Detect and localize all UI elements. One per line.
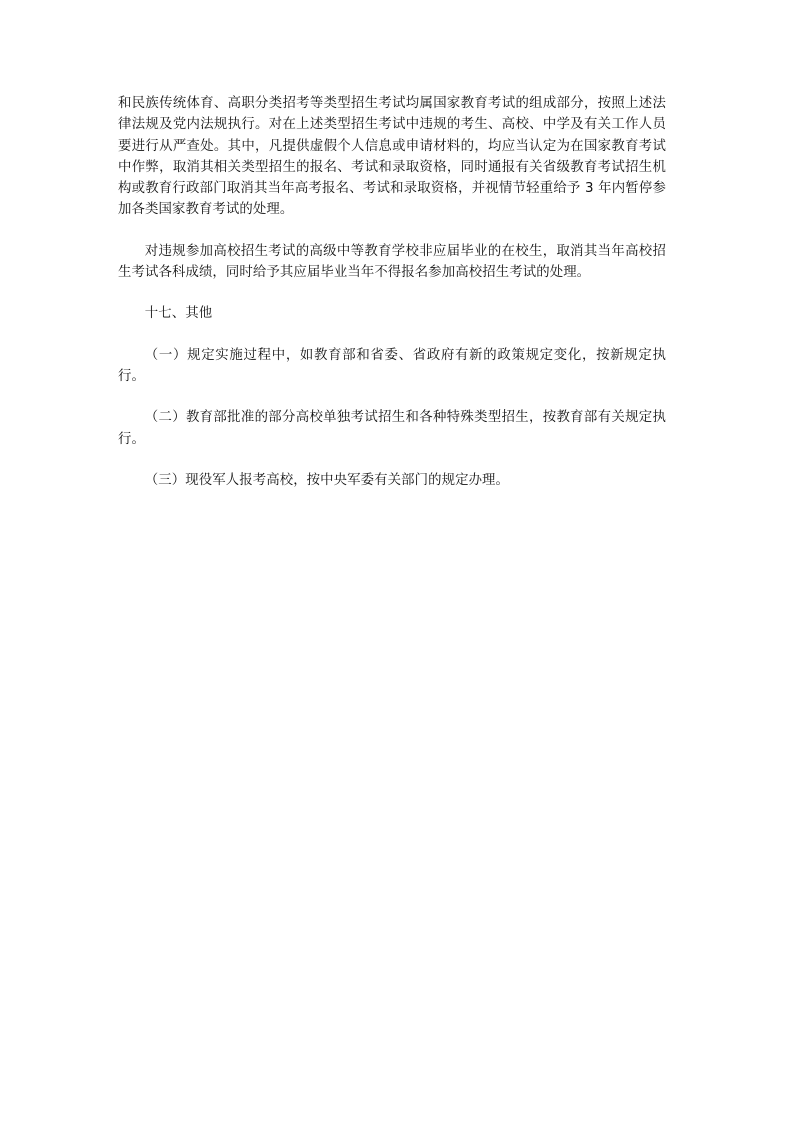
- paragraph-item-2: （二）教育部批准的部分高校单独考试招生和各种特殊类型招生，按教育部有关规定执行。: [118, 410, 666, 447]
- document-page: [118, 93, 666, 511]
- paragraph-exam-categories: 和民族传统体育、高职分类招考等类型招生考试均属国家教育考试的组成部分，按照上述法律法规及党内法规执行。对在上述类型招生考试中违规的考生、高校、中学及有关工作人员要进行从严查处。其中，凡提供虚假个人信息或申请材料的，均应当认定为在国家教育考试中作弊，取消其相关类型招生的报名、考试和录取资格，同时通报有关省级教育考试招生机构或教育行政部门取消其当年高考报名、考试和录取资格，并视情节轻重给予 3 年内暂停参加各类国家教育考试的处理。: [118, 96, 666, 218]
- section-heading-other: 十七、其他: [144, 306, 213, 322]
- paragraph-item-3: （三）现役军人报考高校，按中央军委有关部门的规定办理。: [144, 472, 510, 488]
- paragraph-non-graduating-students: 对违规参加高校招生考试的高级中等教育学校非应届毕业的在校生，取消其当年高校招生考试各科成绩，同时给予其应届毕业当年不得报名参加高校招生考试的处理。: [118, 243, 666, 281]
- paragraph-item-1: （一）规定实施过程中，如教育部和省委、省政府有新的政策规定变化，按新规定执行。: [118, 347, 666, 384]
